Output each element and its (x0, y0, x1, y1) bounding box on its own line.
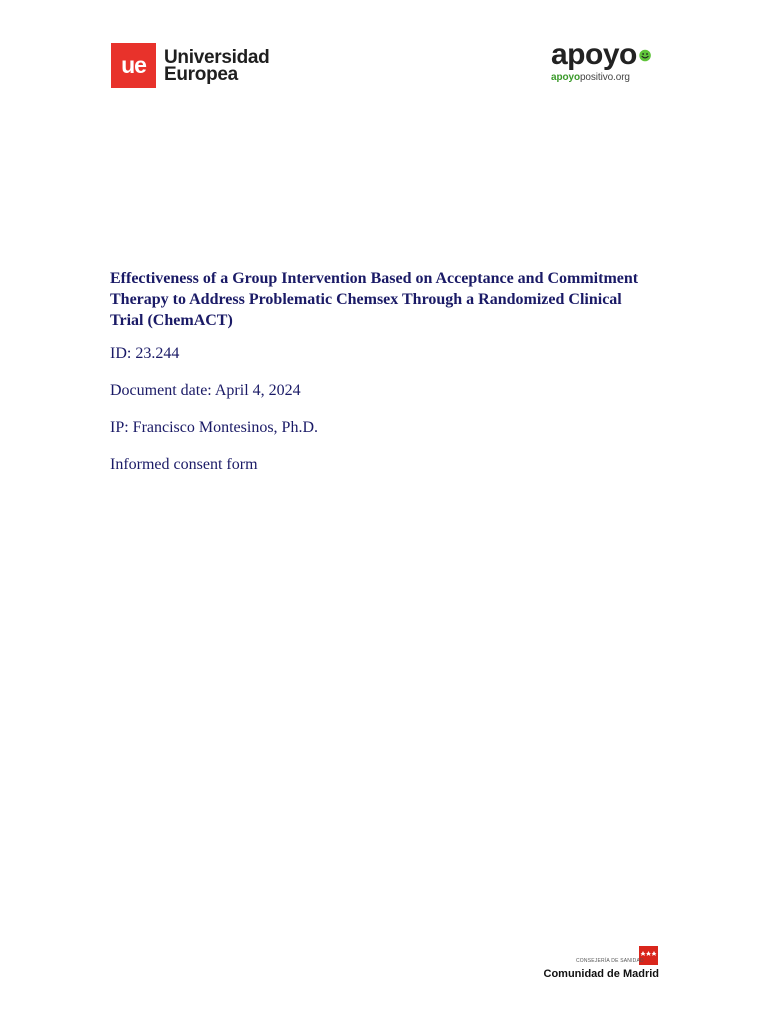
principal-investigator: IP: Francisco Montesinos, Ph.D. (110, 419, 318, 436)
apoyo-logo-word-text: apoyo (551, 38, 637, 71)
ue-logo-line1: Universidad (164, 46, 270, 68)
ue-logo-text (164, 46, 270, 85)
smile-icon (639, 47, 651, 64)
ue-logo-line2: Europea (164, 63, 238, 85)
apoyo-positivo-logo (551, 37, 651, 83)
madrid-logo-small-text: CONSEJERÍA DE SANIDAD (576, 958, 644, 964)
universidad-europea-logo (111, 43, 269, 88)
document-form-type: Informed consent form (110, 456, 258, 473)
apoyo-url-rest: positivo.org (579, 72, 630, 83)
document-date: Document date: April 4, 2024 (110, 382, 301, 399)
document-id: ID: 23.244 (110, 345, 180, 362)
apoyo-logo-word (551, 37, 651, 73)
comunidad-de-madrid-logo (527, 946, 659, 980)
apoyo-url-highlight: apoyo (551, 72, 580, 83)
ue-logo-mark: ue (111, 43, 156, 88)
document-title: Effectiveness of a Group Intervention Based on Acceptance and Commitment Therapy to Address Problematic Chemsex Through a Randomized Clinical Trial (ChemACT) (110, 270, 639, 329)
apoyo-logo-url (551, 72, 651, 83)
madrid-logo-name: Comunidad de Madrid (543, 968, 659, 980)
